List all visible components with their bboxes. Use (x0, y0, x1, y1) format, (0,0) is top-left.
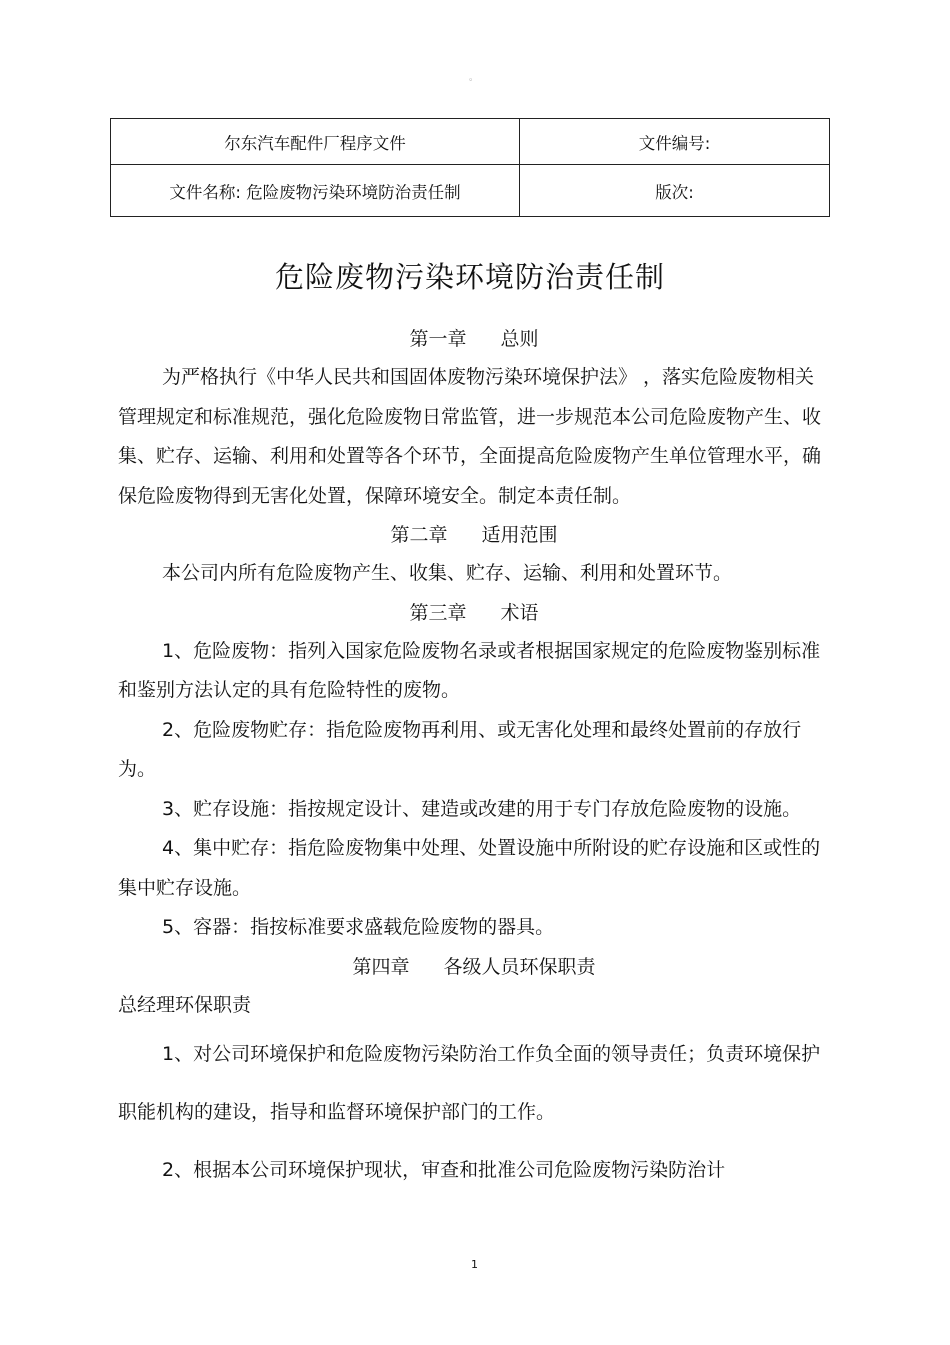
chapter-1-text: 为严格执行《中华人民共和国固体废物污染环境保护法》 ，落实危险废物相关管理规定和标准规范，强化危险废物日常监管，进一步规范本公司危险废物产生、收集、贮存、运输、利用和处置等各个环节，全面提高危险废物产生单位管理水平，确保危险废物得到无害化处置，保障环境安全。制定本责任制。 (118, 366, 822, 507)
chapter-1-heading (118, 320, 830, 358)
term-item: 5、容器：指按标准要求盛载危险废物的器具。 (162, 916, 555, 938)
chapter-4-heading (118, 948, 830, 986)
chapter-3-heading (118, 594, 830, 632)
version-cell: 版次: (520, 165, 830, 217)
duty-item: 1、对公司环境保护和危险废物污染防治工作负全面的领导责任；负责环境保护职能机构的建设，指导和监督环境保护部门的工作。 (118, 1043, 821, 1123)
page-number: 1 (471, 1258, 478, 1271)
chapter-4-name: 各级人员环保职责 (443, 955, 596, 978)
company-doc-cell: 尔东汽车配件厂程序文件 (111, 119, 520, 165)
top-mark: 。 (469, 73, 479, 83)
document-header-table (110, 118, 830, 217)
chapter-2-number: 第二章 (390, 524, 448, 546)
doc-number-cell: 文件编号: (520, 119, 830, 165)
chapter-2-text: 本公司内所有危险废物产生、收集、贮存、运输、利用和处置环节。 (162, 562, 733, 584)
term-item: 1、危险废物：指列入国家危险废物名录或者根据国家规定的危险废物鉴别标准和鉴别方法认定的具有危险特性的废物。 (118, 639, 821, 701)
section-heading: 总经理环保职责 (118, 993, 252, 1016)
term-item: 3、贮存设施：指按规定设计、建造或改建的用于专门存放危险废物的设施。 (162, 797, 802, 820)
chapter-4-number: 第四章 (352, 955, 410, 978)
term-item: 4、集中贮存：指危险废物集中处理、处置设施中所附设的贮存设施和区或性的集中贮存设施。 (118, 837, 821, 899)
chapter-2-name: 适用范围 (481, 524, 558, 546)
doc-name-cell: 文件名称: 危险废物污染环境防治责任制 (111, 165, 520, 217)
chapter-3-number: 第三章 (409, 601, 467, 624)
term-item: 2、危险废物贮存：指危险废物再利用、或无害化处理和最终处置前的存放行为。 (118, 718, 802, 780)
chapter-1-name: 总则 (500, 328, 539, 350)
chapter-3-name: 术语 (500, 601, 539, 624)
chapter-1-number: 第一章 (409, 328, 467, 350)
document-title: 危险废物污染环境防治责任制 (274, 260, 665, 294)
duty-item: 2、根据本公司环境保护现状，审查和批准公司危险废物污染防治计 (162, 1159, 726, 1181)
chapter-2-heading (118, 516, 830, 554)
document-body (118, 320, 830, 1199)
